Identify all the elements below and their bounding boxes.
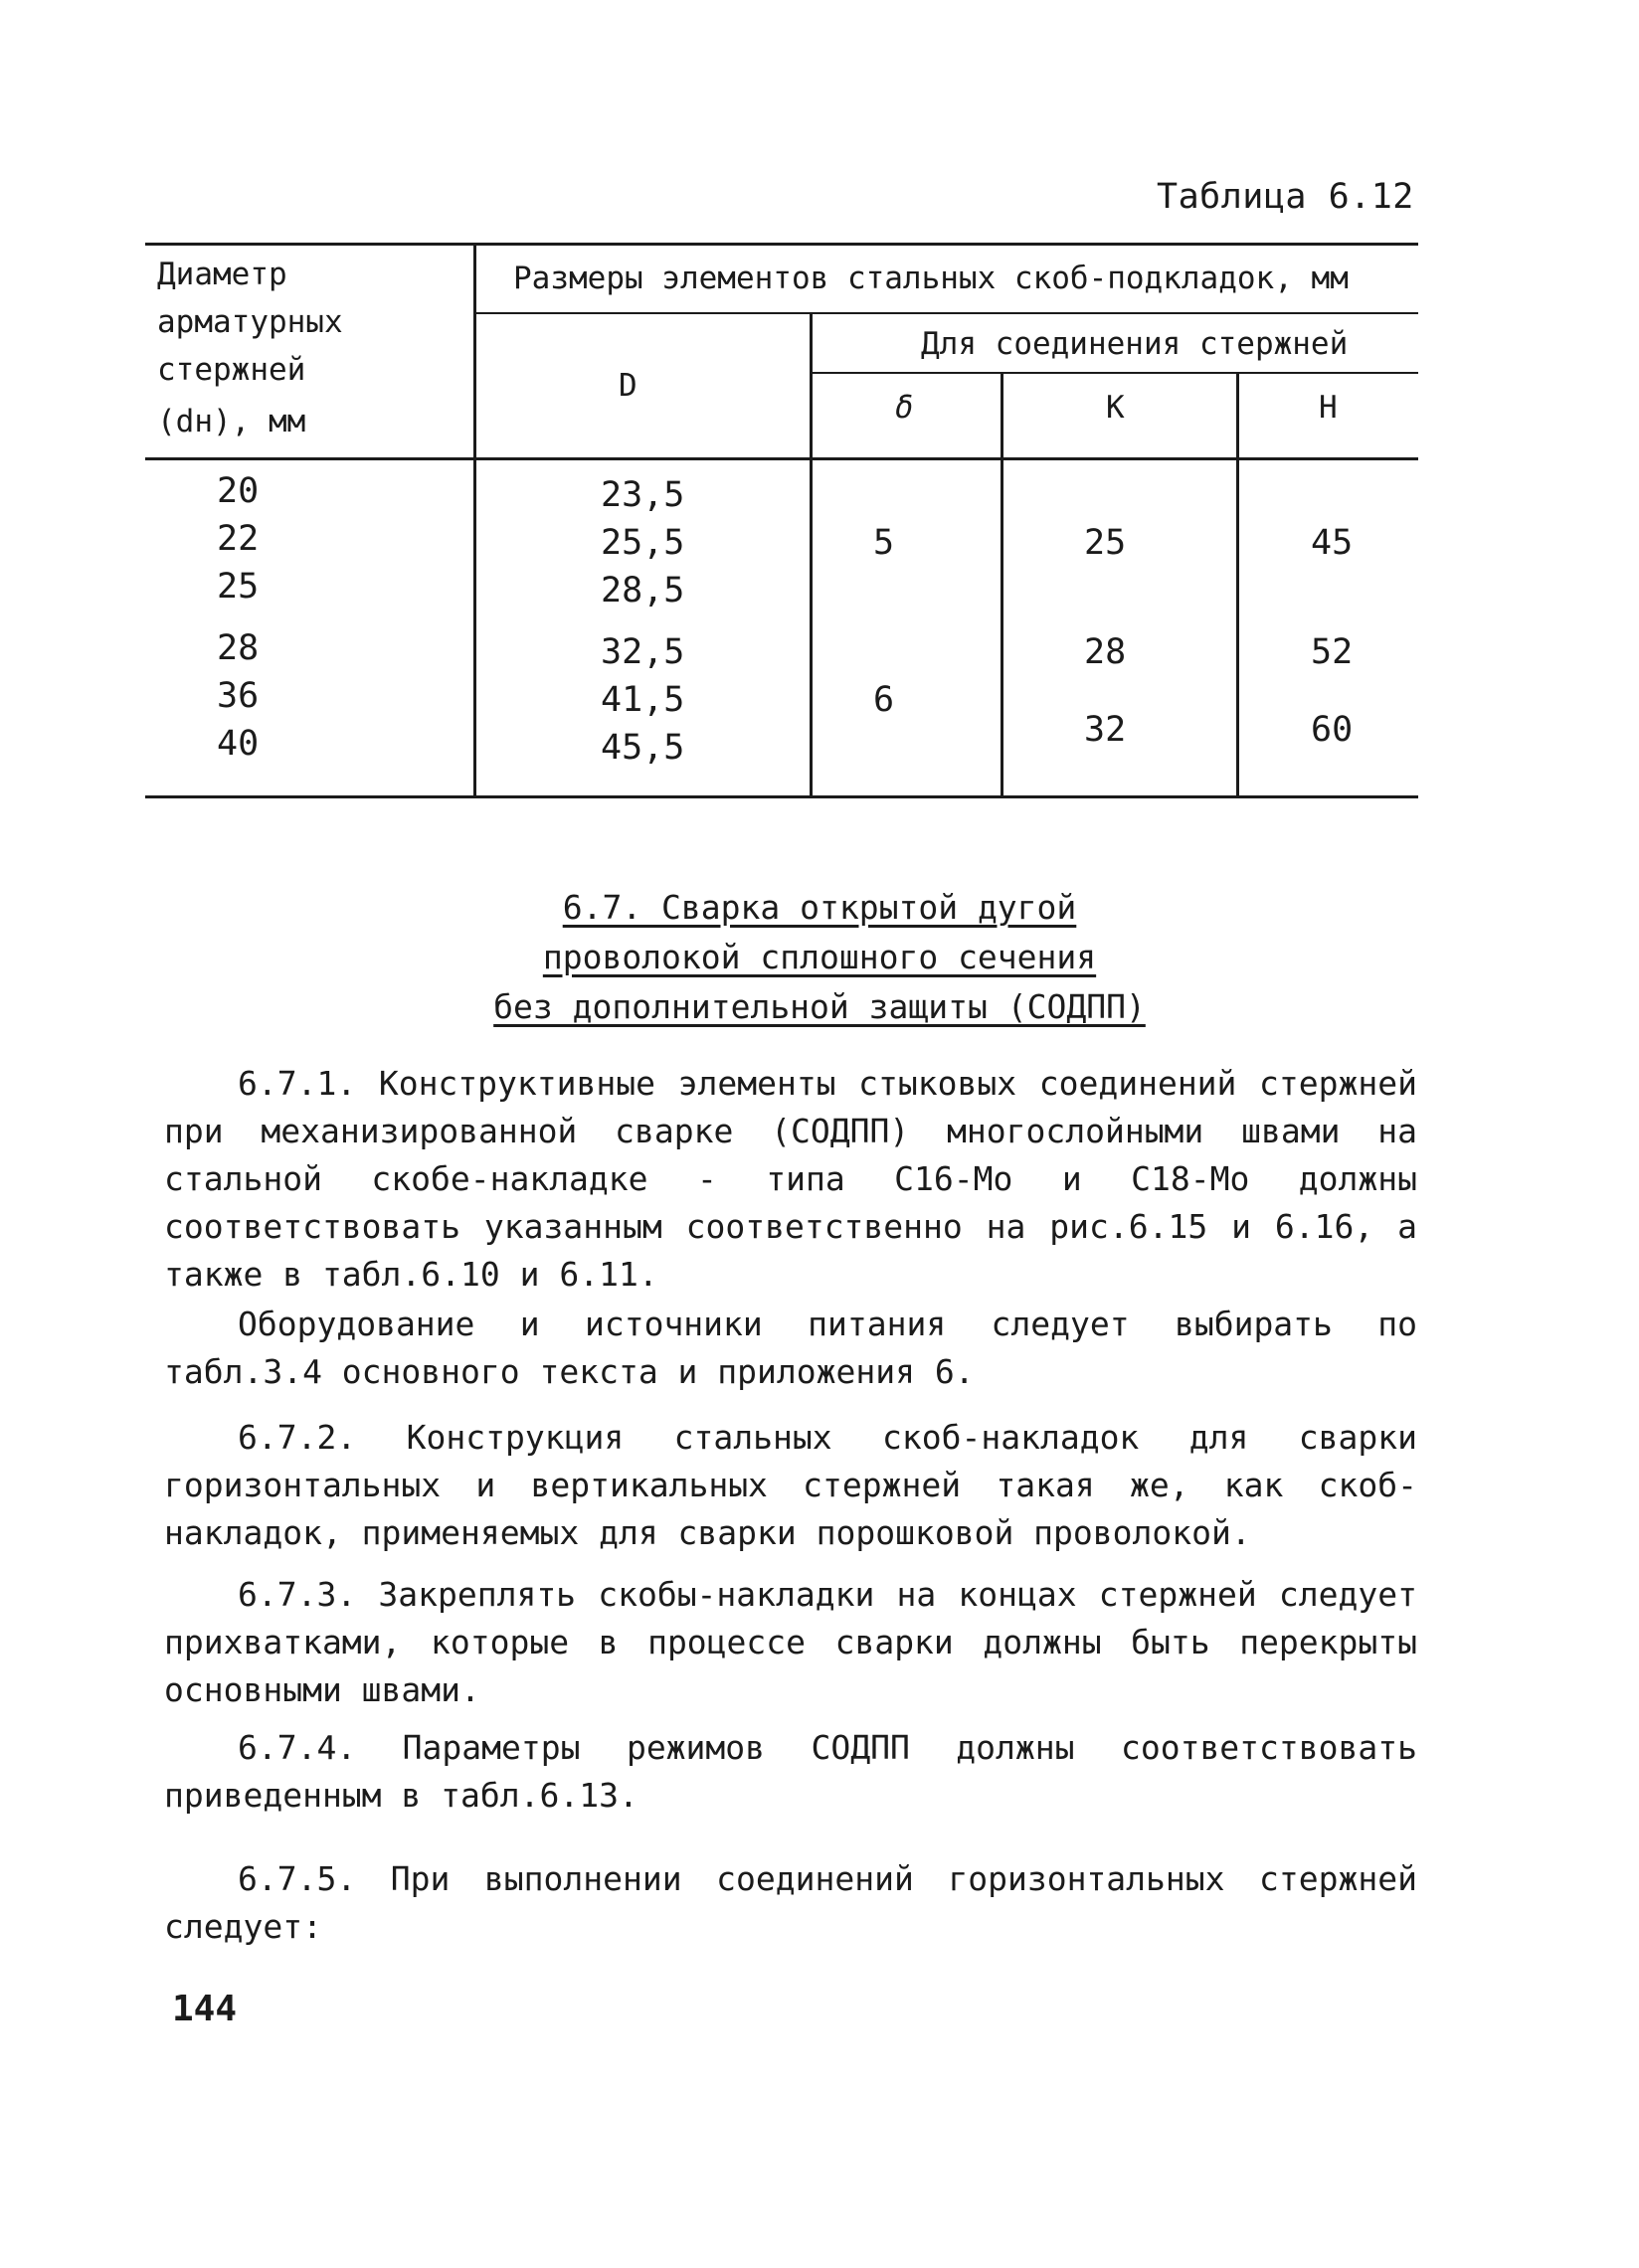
table-caption: Таблица 6.12 — [1157, 177, 1414, 217]
header-diameter-line-2: арматурных — [157, 304, 343, 340]
table-connection-rule — [810, 372, 1418, 374]
delta-cell: 6 — [873, 680, 895, 720]
diameter-cell: 22 — [217, 519, 260, 559]
header-connection: Для соединения стержней — [921, 326, 1349, 362]
D-cell: 23,5 — [601, 475, 685, 515]
diameter-cell: 20 — [217, 471, 260, 511]
K-cell: 32 — [1084, 710, 1127, 750]
paragraph-group-2 — [164, 1301, 1417, 1396]
section-heading-line: без дополнительной защиты (СОДПП) — [493, 987, 1146, 1026]
paragraph-6-7-3: 6.7.3. Закреплять скобы-накладки на концах стержней следует прихватками, которые в процессе сварки должны быть перекрыты основными швами. — [164, 1575, 1417, 1709]
diameter-cell: 25 — [217, 567, 260, 607]
table-divider-D — [810, 312, 813, 795]
D-cell: 41,5 — [601, 680, 685, 720]
paragraph-6-7-1: 6.7.1. Конструктивные элементы стыковых соединений стержней при механизированной сварке (СОДПП) многослойными швами на стальной скобе-накладке - типа С16-Мо и С18-Мо должны соответствовать указанным соответственно на рис.6.15 и 6.16, а также в табл.6.10 и 6.11. — [164, 1064, 1417, 1294]
header-K: К — [1106, 390, 1125, 426]
paragraph-group-3 — [164, 1414, 1417, 1557]
paragraph-6-7-5: 6.7.5. При выполнении соединений горизонтальных стержней следует: — [164, 1859, 1417, 1946]
section-heading-line: 6.7. Сварка открытой дугой — [562, 888, 1077, 927]
paragraph-group-5 — [164, 1724, 1417, 1820]
dimensions-table — [145, 243, 1418, 801]
K-cell: 25 — [1084, 523, 1127, 563]
D-cell: 45,5 — [601, 728, 685, 768]
header-delta: δ — [895, 390, 914, 426]
page-number: 144 — [172, 1989, 238, 2029]
header-diameter-line-4: (dн), мм — [157, 404, 306, 439]
paragraph-6-7-4: 6.7.4. Параметры режимов СОДПП должны соответствовать приведенным в табл.6.13. — [164, 1728, 1417, 1815]
section-heading — [0, 883, 1639, 1032]
D-cell: 25,5 — [601, 523, 685, 563]
D-cell: 32,5 — [601, 632, 685, 672]
paragraph-group-4 — [164, 1571, 1417, 1714]
H-cell: 45 — [1311, 523, 1354, 563]
table-divider-diameter — [473, 243, 476, 795]
delta-cell: 5 — [873, 523, 895, 563]
paragraph-group-6 — [164, 1855, 1417, 1951]
H-cell: 60 — [1311, 710, 1354, 750]
table-bottom-rule — [145, 795, 1418, 798]
paragraph-6-7-2: 6.7.2. Конструкция стальных скоб-накладок для сварки горизонтальных и вертикальных стержней такая же, как скоб-накладок, применяемых для сварки порошковой проволокой. — [164, 1418, 1417, 1552]
table-header-rule — [145, 457, 1418, 460]
paragraph-group-1 — [164, 1060, 1417, 1299]
header-D: D — [619, 368, 637, 404]
header-H: Н — [1319, 390, 1338, 426]
table-top-rule — [145, 243, 1418, 246]
section-heading-line: проволокой сплошного сечения — [542, 938, 1097, 976]
header-diameter-line-1: Диаметр — [157, 257, 287, 292]
H-cell: 52 — [1311, 632, 1354, 672]
diameter-cell: 40 — [217, 724, 260, 764]
diameter-cell: 36 — [217, 676, 260, 716]
D-cell: 28,5 — [601, 571, 685, 611]
paragraph-equipment: Оборудование и источники питания следует выбирать по табл.3.4 основного текста и приложения 6. — [164, 1305, 1417, 1391]
K-cell: 28 — [1084, 632, 1127, 672]
header-diameter-line-3: стержней — [157, 352, 306, 388]
diameter-cell: 28 — [217, 628, 260, 668]
table-divider-K — [1236, 372, 1239, 795]
table-subheader-rule — [473, 312, 1418, 314]
table-divider-delta — [1001, 372, 1003, 795]
header-sizes: Размеры элементов стальных скоб-подкладок, мм — [513, 261, 1349, 296]
